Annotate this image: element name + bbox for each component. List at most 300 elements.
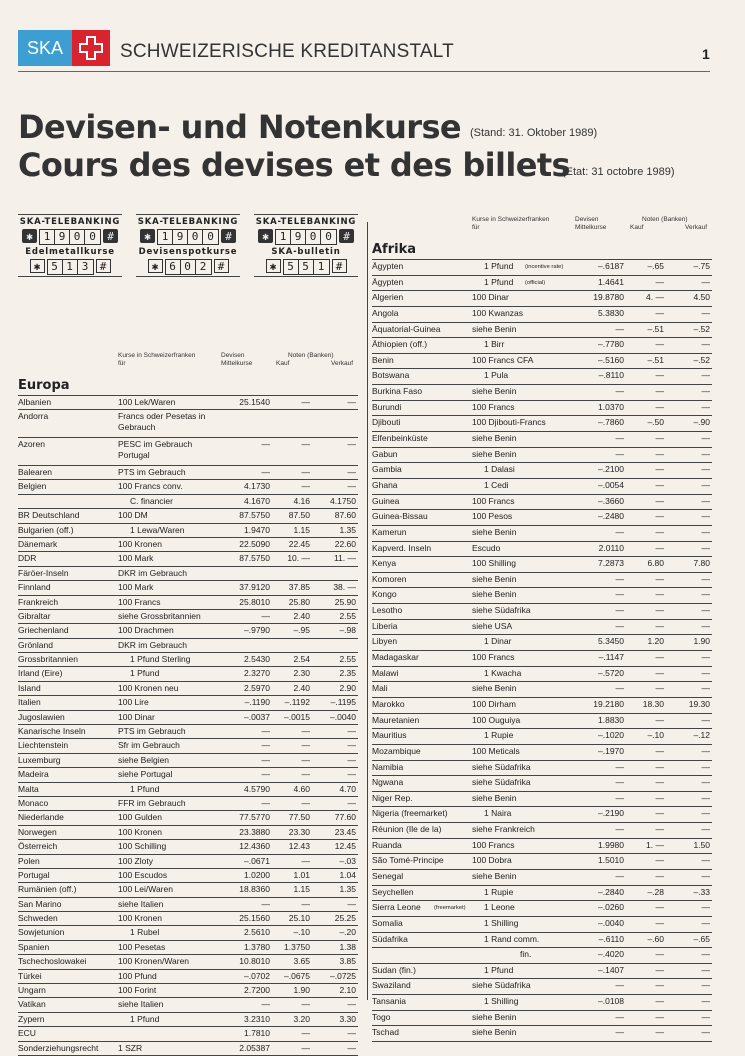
noten-kauf: —	[301, 999, 310, 1010]
unit: siehe Benin	[472, 589, 517, 600]
table-row	[18, 1041, 358, 1055]
table-row	[18, 465, 358, 479]
noten-verkauf: –.12	[693, 730, 710, 741]
mittelkurs: 5.3830	[598, 307, 624, 318]
unit: 100 Kronen	[118, 538, 162, 549]
country-name: Ungarn	[18, 985, 46, 996]
noten-kauf: 6.80	[647, 558, 664, 569]
unit: siehe Benin	[472, 1011, 517, 1022]
noten-verkauf: –.33	[693, 886, 710, 897]
noten-kauf: —	[301, 797, 310, 808]
table-row	[18, 753, 358, 767]
noten-kauf: 4. —	[646, 292, 664, 303]
unit: 1 Birr	[484, 339, 505, 350]
noten-kauf: –.10	[647, 730, 664, 741]
country-name: Bulgarien (off.)	[18, 524, 74, 535]
noten-kauf: —	[655, 276, 664, 287]
table-row	[372, 744, 712, 760]
table-row	[18, 437, 358, 465]
noten-verkauf: —	[347, 754, 356, 765]
noten-kauf: —	[655, 464, 664, 475]
region-title: Afrika	[372, 242, 417, 257]
mittelkurs: 2.0110	[598, 542, 624, 553]
noten-kauf: —	[655, 1027, 664, 1038]
mittelkurs: –.0702	[244, 970, 270, 981]
unit: 100 Francs CFA	[472, 354, 534, 365]
unit: 100 Francs conv.	[118, 481, 183, 492]
region-title: Europa	[18, 378, 70, 393]
unit: siehe Benin	[472, 1027, 517, 1038]
noten-kauf: 4.60	[293, 783, 310, 794]
mittelkurs: –.0260	[598, 902, 624, 913]
unit-note: (official)	[525, 279, 546, 286]
country-name: Kamerun	[372, 526, 407, 537]
noten-kauf: 1.3750	[284, 941, 310, 952]
country-name: Grönland	[18, 639, 53, 650]
noten-kauf: —	[655, 511, 664, 522]
swiss-cross-icon	[72, 30, 110, 66]
telebanking-panel	[136, 214, 240, 277]
table-row	[372, 885, 712, 901]
country-name: Libyen	[372, 636, 398, 647]
unit: DKR im Gebrauch	[118, 567, 187, 578]
country-name: Finnland	[18, 582, 51, 593]
country-name: Marokko	[372, 698, 405, 709]
table-row	[18, 595, 358, 609]
noten-verkauf: 1.35	[339, 524, 356, 535]
noten-verkauf: 87.60	[334, 510, 356, 521]
unit: 100 Dinar	[118, 711, 155, 722]
unit: siehe Italien	[118, 999, 164, 1010]
noten-kauf: —	[655, 652, 664, 663]
table-row	[18, 1026, 358, 1040]
table-row	[18, 969, 358, 983]
table-row	[18, 580, 358, 594]
country-name: Madagaskar	[372, 652, 419, 663]
unit: 1 Pfund	[130, 1013, 160, 1024]
table-row	[372, 259, 712, 275]
country-name: Gambia	[372, 464, 402, 475]
mittelkurs: —	[615, 620, 624, 631]
table-row	[372, 650, 712, 666]
table-row	[372, 728, 712, 744]
code-digit: 2	[199, 260, 207, 273]
table-row	[372, 525, 712, 541]
mittelkurs: 5.3450	[598, 636, 624, 647]
noten-verkauf: —	[701, 1011, 710, 1022]
table-row	[372, 978, 712, 994]
country-name: Lesotho	[372, 605, 403, 616]
country-name: Luxemburg	[18, 754, 61, 765]
unit: siehe Benin	[472, 448, 517, 459]
noten-kauf: —	[655, 949, 664, 960]
table-row	[18, 782, 358, 796]
star-key: ✱	[140, 229, 155, 243]
country-name: Norwegen	[18, 826, 57, 837]
noten-kauf: –.0675	[284, 970, 310, 981]
table-row	[372, 431, 712, 447]
title-french: Cours des devises et des billets	[18, 146, 570, 184]
noten-verkauf: —	[347, 999, 356, 1010]
access-number-box	[275, 229, 337, 245]
unit: 1 Rand comm.	[484, 933, 540, 944]
unit: PESC im Gebrauch Portugal	[118, 439, 193, 461]
country-name: Ruanda	[372, 839, 402, 850]
mittelkurs: 1.7810	[244, 1028, 270, 1039]
mittelkurs: —	[615, 761, 624, 772]
noten-kauf: —	[301, 1028, 310, 1039]
mittelkurs: —	[261, 754, 270, 765]
noten-kauf: –.0015	[284, 711, 310, 722]
page-header	[0, 0, 745, 72]
unit: 100 Mark	[118, 553, 154, 564]
noten-verkauf: —	[347, 1042, 356, 1053]
mittelkurs: —	[615, 792, 624, 803]
noten-kauf: —	[655, 620, 664, 631]
mittelkurs: —	[261, 439, 270, 450]
noten-kauf: 10. —	[287, 553, 310, 564]
country-name: Portugal	[18, 869, 50, 880]
country-name: Mauretanien	[372, 714, 420, 725]
unit: C. financier	[130, 495, 173, 506]
unit: siehe Südafrika	[472, 761, 531, 772]
unit: siehe Belgien	[118, 754, 170, 765]
panel-rule	[254, 214, 358, 215]
noten-verkauf: —	[701, 495, 710, 506]
access-number-keys	[136, 229, 240, 245]
noten-verkauf: —	[701, 949, 710, 960]
noten-kauf: —	[301, 397, 310, 407]
noten-kauf: —	[655, 386, 664, 397]
noten-kauf: —	[301, 439, 310, 450]
unit: 1 Lewa/Waren	[130, 524, 185, 535]
table-row	[18, 940, 358, 954]
unit: 1 Leone	[484, 902, 515, 913]
noten-kauf: 77.50	[288, 812, 310, 823]
code-digit: 5	[284, 260, 299, 274]
service-code-keys	[18, 259, 122, 275]
panel-rule	[136, 214, 240, 215]
noten-verkauf: —	[701, 964, 710, 975]
country-name: Andorra	[18, 411, 49, 422]
hash-key: #	[221, 229, 236, 243]
table-row	[372, 337, 712, 353]
country-name: Togo	[372, 1011, 391, 1022]
mittelkurs: –.1970	[598, 745, 624, 756]
unit: 100 Forint	[118, 985, 157, 996]
unit: 1 Pfund	[484, 276, 514, 287]
country-name: Swaziland	[372, 980, 411, 991]
mittelkurs: —	[615, 573, 624, 584]
noten-kauf: —	[655, 526, 664, 537]
country-name: Réunion (Ile de la)	[372, 824, 442, 835]
country-name: Österreich	[18, 841, 58, 852]
mittelkurs: —	[615, 605, 624, 616]
table-row	[372, 963, 712, 979]
mittelkurs: 87.5750	[239, 510, 270, 521]
unit: 1 Dinar	[484, 636, 512, 647]
country-name: Niederlande	[18, 812, 64, 823]
country-name: Spanien	[18, 941, 50, 952]
table-row	[372, 556, 712, 572]
unit: siehe Benin	[472, 433, 517, 444]
mittelkurs: 1.4641	[598, 276, 624, 287]
noten-kauf: —	[655, 495, 664, 506]
table-row	[18, 695, 358, 709]
noten-kauf: 18.30	[642, 698, 664, 709]
noten-verkauf: 2.55	[339, 654, 356, 665]
noten-verkauf: 1.50	[693, 839, 710, 850]
mittelkurs: 22.5090	[239, 538, 270, 549]
unit: 100 Kronen	[118, 913, 162, 924]
unit-note: (incentive rate)	[525, 264, 564, 270]
country-name: Tansania	[372, 996, 407, 1007]
country-name: Vatikan	[18, 999, 46, 1010]
table-row	[18, 479, 358, 493]
table-row	[372, 900, 712, 916]
table-row	[18, 839, 358, 853]
noten-kauf: —	[301, 1042, 310, 1053]
table-row	[372, 509, 712, 525]
table-row	[372, 697, 712, 713]
service-code-box	[165, 259, 212, 275]
key-digit: 9	[55, 230, 70, 244]
noten-verkauf: —	[701, 777, 710, 788]
country-name: Mali	[372, 683, 388, 694]
mittelkurs: 2.05387	[239, 1042, 270, 1053]
europa-section	[18, 350, 358, 1056]
unit: PTS im Gebrauch	[118, 726, 186, 737]
unit: 100 Dobra	[472, 855, 512, 866]
noten-verkauf: 4.70	[339, 783, 356, 794]
noten-verkauf: —	[701, 511, 710, 522]
country-name: São Tomé-Principe	[372, 855, 444, 866]
mittelkurs: —	[261, 740, 270, 751]
table-row	[18, 494, 358, 508]
noten-kauf: —	[655, 777, 664, 788]
table-bottom-rule	[372, 1041, 712, 1042]
noten-verkauf: 25.25	[334, 913, 356, 924]
table-row	[372, 806, 712, 822]
mittelkurs: —	[615, 683, 624, 694]
mittelkurs: –.0054	[598, 479, 624, 490]
country-name: DDR	[18, 553, 37, 564]
mittelkurs: —	[615, 1011, 624, 1022]
country-name: Ghana	[372, 479, 398, 490]
table-row	[18, 537, 358, 551]
country-name: Rumänien (off.)	[18, 884, 77, 895]
column-kauf: Kauf	[630, 224, 644, 231]
mittelkurs: –.4020	[598, 949, 624, 960]
noten-kauf: 1.01	[293, 869, 310, 880]
mittelkurs: –.7780	[598, 339, 624, 350]
noten-kauf: 1.90	[293, 985, 310, 996]
mittelkurs: –.2840	[598, 886, 624, 897]
mittelkurs: –.1190	[244, 697, 270, 708]
country-name: Namibia	[372, 761, 404, 772]
afrika-section	[372, 214, 712, 1042]
unit: 1 Dalasi	[484, 464, 515, 475]
noten-verkauf: —	[701, 824, 710, 835]
column-verkauf: Verkauf	[331, 360, 354, 367]
noten-verkauf: —	[347, 466, 356, 477]
noten-verkauf: —	[347, 769, 356, 780]
noten-verkauf: –.20	[339, 927, 356, 938]
unit: 1 Pfund	[130, 668, 160, 679]
noten-verkauf: –.52	[693, 354, 710, 365]
column-noten: Noten (Banken)	[288, 352, 334, 359]
noten-kauf: —	[655, 542, 664, 553]
mittelkurs: 2.7200	[244, 985, 270, 996]
unit: 100 Gulden	[118, 812, 162, 823]
code-digit: 1	[317, 260, 325, 273]
noten-kauf: —	[655, 573, 664, 584]
noten-verkauf: 4.50	[693, 292, 710, 303]
mittelkurs: 19.2180	[593, 698, 624, 709]
noten-kauf: –.65	[647, 261, 664, 271]
unit: 100 Escudos	[118, 869, 168, 880]
country-name: Senegal	[372, 870, 404, 881]
table-row	[372, 415, 712, 431]
mittelkurs: —	[615, 386, 624, 397]
star-key: ✱	[258, 229, 273, 243]
column-header	[18, 350, 358, 378]
mittelkurs: 25.1540	[239, 397, 270, 407]
key-digit: 1	[158, 230, 173, 244]
country-name: Tschechoslowakei	[18, 956, 87, 967]
code-digit: 1	[63, 260, 78, 274]
mittelkurs: —	[261, 797, 270, 808]
access-number-keys	[254, 229, 358, 245]
service-label: Devisenspotkurse	[138, 247, 238, 257]
unit: Francs oder Pesetas in Gebrauch	[118, 411, 206, 433]
country-name: Mozambique	[372, 745, 421, 756]
noten-verkauf: —	[347, 397, 356, 407]
code-digit: 5	[48, 260, 63, 274]
column-devisen: Devisen Mittelkurse	[221, 352, 253, 367]
noten-verkauf: —	[701, 339, 710, 350]
table-row	[372, 681, 712, 697]
noten-verkauf: —	[701, 605, 710, 616]
column-noten: Noten (Banken)	[642, 216, 688, 223]
mittelkurs: —	[615, 448, 624, 459]
mittelkurs: –.1407	[598, 964, 624, 975]
noten-verkauf: —	[701, 902, 710, 913]
noten-kauf: —	[655, 902, 664, 913]
noten-verkauf: —	[701, 401, 710, 412]
key-digit: 0	[325, 230, 332, 243]
country-name: Äthiopien (off.)	[372, 339, 428, 350]
noten-verkauf: –.1195	[330, 697, 356, 708]
panel-rule	[18, 276, 122, 277]
noten-verkauf: —	[701, 448, 710, 459]
noten-verkauf: 7.80	[693, 558, 710, 569]
noten-verkauf: —	[701, 370, 710, 381]
table-row	[18, 523, 358, 537]
service-label: SKA-bulletin	[271, 247, 341, 257]
date-german: (Stand: 31. Oktober 1989)	[470, 127, 598, 139]
table-row	[18, 767, 358, 781]
table-row	[372, 994, 712, 1010]
noten-verkauf: 19.30	[688, 698, 710, 709]
country-name: Nigeria (freemarket)	[372, 808, 448, 819]
access-number-box	[39, 229, 101, 245]
mittelkurs: 1.9470	[244, 524, 270, 535]
noten-verkauf: 38. —	[333, 582, 356, 593]
mittelkurs: 25.1560	[239, 913, 270, 924]
mittelkurs: 1.3780	[244, 941, 270, 952]
noten-verkauf: —	[701, 714, 710, 725]
noten-verkauf: 1.38	[339, 941, 356, 952]
noten-kauf: —	[655, 996, 664, 1007]
hash-key: #	[332, 259, 347, 273]
country-name: Monaco	[18, 797, 49, 808]
unit: 1 Shilling	[484, 996, 519, 1007]
country-name: Schweden	[18, 913, 58, 924]
table-row	[18, 1012, 358, 1026]
star-key: ✱	[266, 259, 281, 273]
noten-verkauf: —	[701, 683, 710, 694]
country-name: Irland (Eire)	[18, 668, 63, 679]
unit: siehe USA	[472, 620, 513, 631]
table-row	[18, 395, 358, 409]
unit: 100 Francs	[472, 495, 515, 506]
mittelkurs: –.9790	[244, 625, 270, 636]
noten-verkauf: –.03	[339, 855, 356, 866]
mittelkurs: 1.9980	[598, 839, 624, 850]
mittelkurs: —	[615, 777, 624, 788]
country-name: Malawi	[372, 667, 399, 678]
unit: siehe Benin	[472, 386, 517, 397]
noten-verkauf: —	[701, 917, 710, 928]
unit: 100 Dirham	[472, 698, 516, 709]
unit: 1 Cedi	[484, 479, 509, 490]
noten-kauf: —	[655, 745, 664, 756]
mittelkurs: —	[615, 433, 624, 444]
noten-kauf: 2.54	[293, 654, 310, 665]
noten-verkauf: —	[701, 433, 710, 444]
mittelkurs: 3.2310	[244, 1013, 270, 1024]
key-digit: 9	[291, 230, 306, 244]
noten-verkauf: —	[701, 996, 710, 1007]
unit: 100 Kronen	[118, 826, 162, 837]
noten-kauf: —	[655, 917, 664, 928]
noten-verkauf: –.65	[693, 933, 710, 944]
unit: 100 Drachmen	[118, 625, 174, 636]
country-name: Balearen	[18, 466, 53, 477]
unit: siehe Benin	[472, 573, 517, 584]
mittelkurs: 10.8010	[239, 956, 270, 967]
mittelkurs: –.7860	[598, 417, 624, 428]
noten-verkauf: —	[701, 620, 710, 631]
unit: 1 Rupie	[484, 886, 514, 897]
table-row	[18, 638, 358, 652]
mittelkurs: –.2190	[598, 808, 624, 819]
noten-kauf: —	[655, 792, 664, 803]
table-row	[372, 775, 712, 791]
unit: 100 Kronen neu	[118, 682, 179, 693]
country-note: (freemarket)	[434, 905, 466, 912]
unit: siehe Benin	[472, 683, 517, 694]
unit: Sfr im Gebrauch	[118, 740, 180, 751]
access-number-box	[157, 229, 219, 245]
mittelkurs: –.0040	[598, 917, 624, 928]
mittelkurs: –.1147	[598, 652, 624, 663]
key-digit: 0	[188, 230, 203, 244]
noten-verkauf: —	[701, 870, 710, 881]
table-row	[372, 384, 712, 400]
unit: Escudo	[472, 542, 501, 553]
